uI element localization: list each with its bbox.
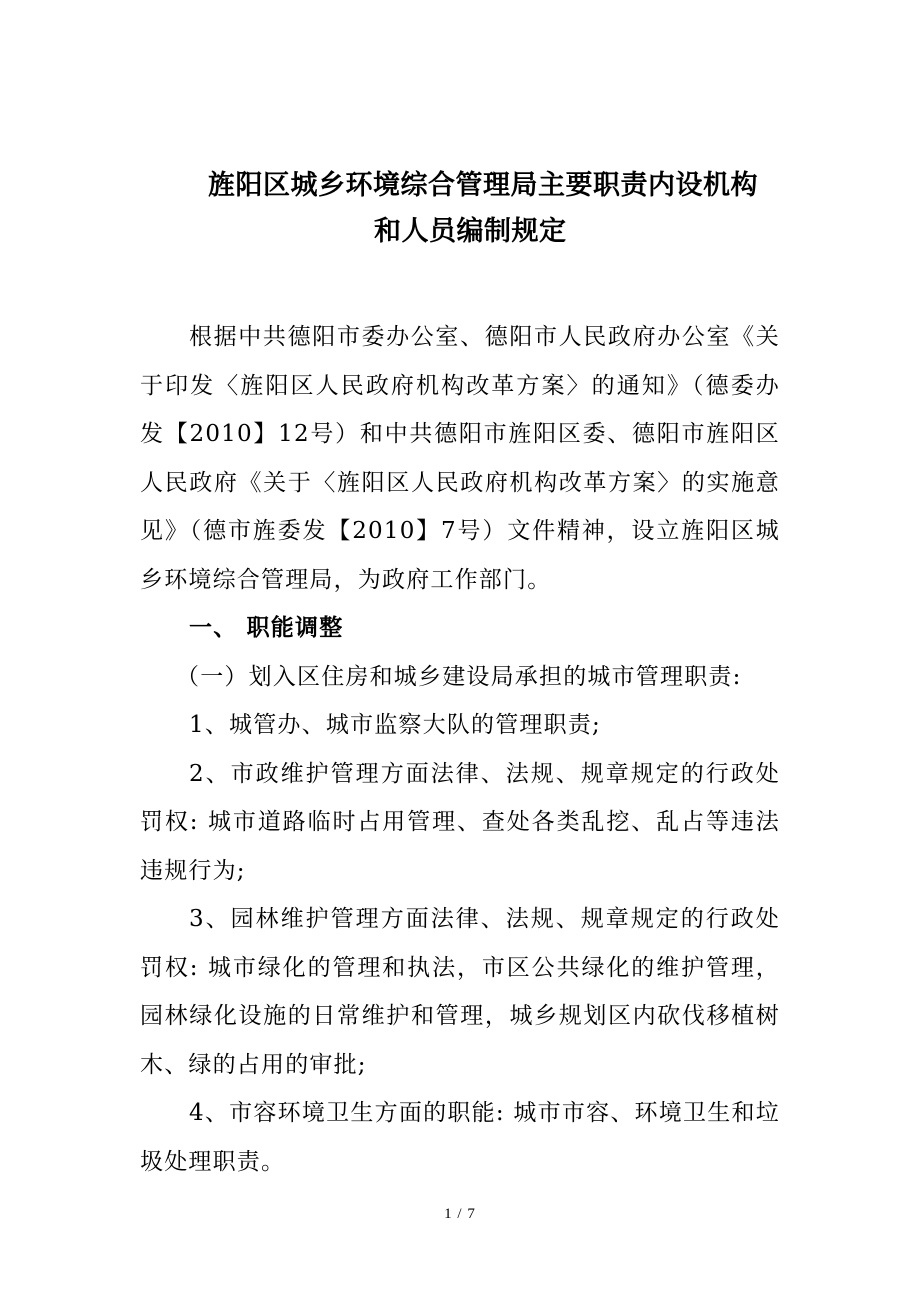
list-item: 4、市容环境卫生方面的职能: 城市市容、环境卫生和垃圾处理职责。 [140, 1100, 780, 1175]
list-item: 1、城管办、城市监察大队的管理职责; [189, 712, 601, 738]
document-title-line-2: 和人员编制规定 [374, 216, 567, 247]
section-heading: 一、 职能调整 [189, 615, 344, 641]
document-title-line-1: 旌阳区城乡环境综合管理局主要职责内设机构 [208, 170, 758, 201]
list-item: 3、园林维护管理方面法律、法规、规章规定的行政处罚权: 城市绿化的管理和执法，市区公共绿化的维护管理，园林绿化设施的日常维护和管理，城乡规划区内砍伐移植树木、绿的占用的审批; [140, 906, 780, 1078]
subsection-heading: （一）划入区住房和城乡建设局承担的城市管理职责: [176, 663, 742, 690]
document-body [140, 313, 780, 1186]
list-item: 2、市政维护管理方面法律、法规、规章规定的行政处罚权: 城市道路临时占用管理、查处各类乱挖、乱占等违法违规行为; [140, 760, 780, 884]
intro-paragraph: 根据中共德阳市委办公室、德阳市人民政府办公室《关于印发〈旌阳区人民政府机构改革方案〉的通知》（德委办发【2010】12号）和中共德阳市旌阳区委、德阳市旌阳区人民政府《关于〈旌阳区人民政府机构改革方案〉的实施意见》（德市旌委发【2010】7号）文件精神，设立旌阳区城乡环境综合管理局，为政府工作部门。 [140, 324, 780, 593]
page-number: 1 / 7 [444, 1206, 476, 1222]
